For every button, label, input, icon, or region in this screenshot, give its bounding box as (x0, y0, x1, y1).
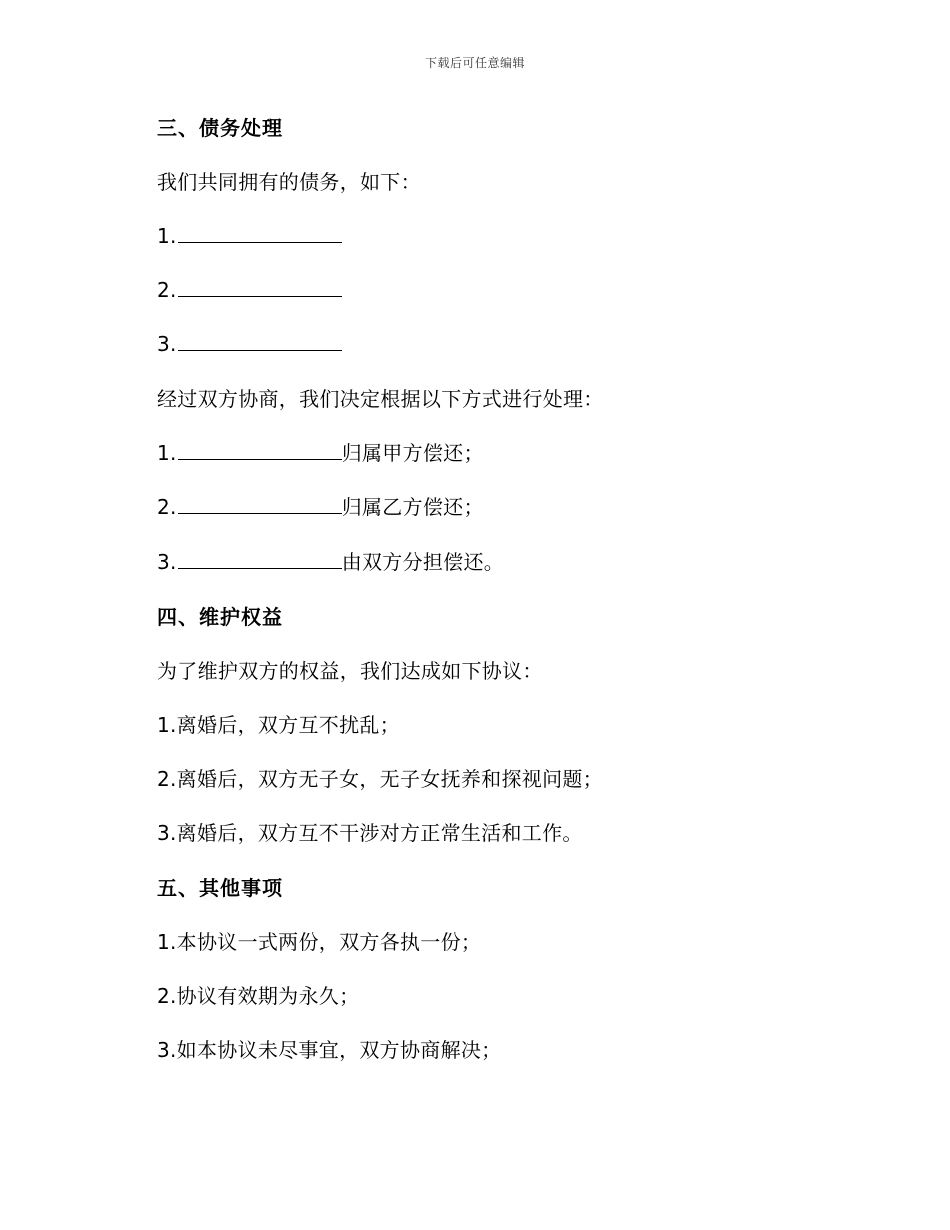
item-number: 2. (157, 495, 177, 519)
assignment-item (157, 548, 504, 576)
section-4-title: 四、维护权益 (157, 605, 283, 629)
item-number: 3. (157, 332, 177, 356)
blank-line[interactable] (178, 548, 342, 569)
blank-line[interactable] (178, 493, 342, 514)
item-number: 2. (157, 278, 177, 302)
debt-list-item (157, 330, 342, 358)
list-item: 1.离婚后，双方互不扰乱； (157, 713, 400, 737)
debt-list-item (157, 276, 342, 304)
section-3-title: 三、债务处理 (157, 116, 283, 140)
debt-list-item (157, 222, 342, 250)
section-4-intro: 为了维护双方的权益，我们达成如下协议： (157, 659, 543, 683)
list-item: 3.如本协议未尽事宜，双方协商解决； (157, 1038, 502, 1062)
blank-line[interactable] (178, 276, 342, 297)
assignment-suffix: 归属乙方偿还； (341, 495, 484, 519)
section-3-decision: 经过双方协商，我们决定根据以下方式进行处理： (157, 387, 604, 411)
list-item: 2.协议有效期为永久； (157, 984, 360, 1008)
item-number: 1. (157, 441, 177, 465)
blank-line[interactable] (178, 439, 342, 460)
assignment-item (157, 493, 484, 521)
assignment-suffix: 由双方分担偿还。 (341, 550, 505, 574)
list-item: 2.离婚后，双方无子女，无子女抚养和探视问题； (157, 767, 603, 791)
list-item: 1.本协议一式两份，双方各执一份； (157, 930, 482, 954)
blank-line[interactable] (178, 222, 342, 243)
list-item: 3.离婚后，双方互不干涉对方正常生活和工作。 (157, 821, 583, 845)
section-3-intro: 我们共同拥有的债务，如下： (157, 170, 421, 194)
page-header: 下载后可任意编辑 (424, 56, 525, 70)
assignment-item (157, 439, 484, 467)
item-number: 3. (157, 550, 177, 574)
assignment-suffix: 归属甲方偿还； (341, 441, 484, 465)
item-number: 1. (157, 224, 177, 248)
blank-line[interactable] (178, 330, 342, 351)
section-5-title: 五、其他事项 (157, 876, 283, 900)
